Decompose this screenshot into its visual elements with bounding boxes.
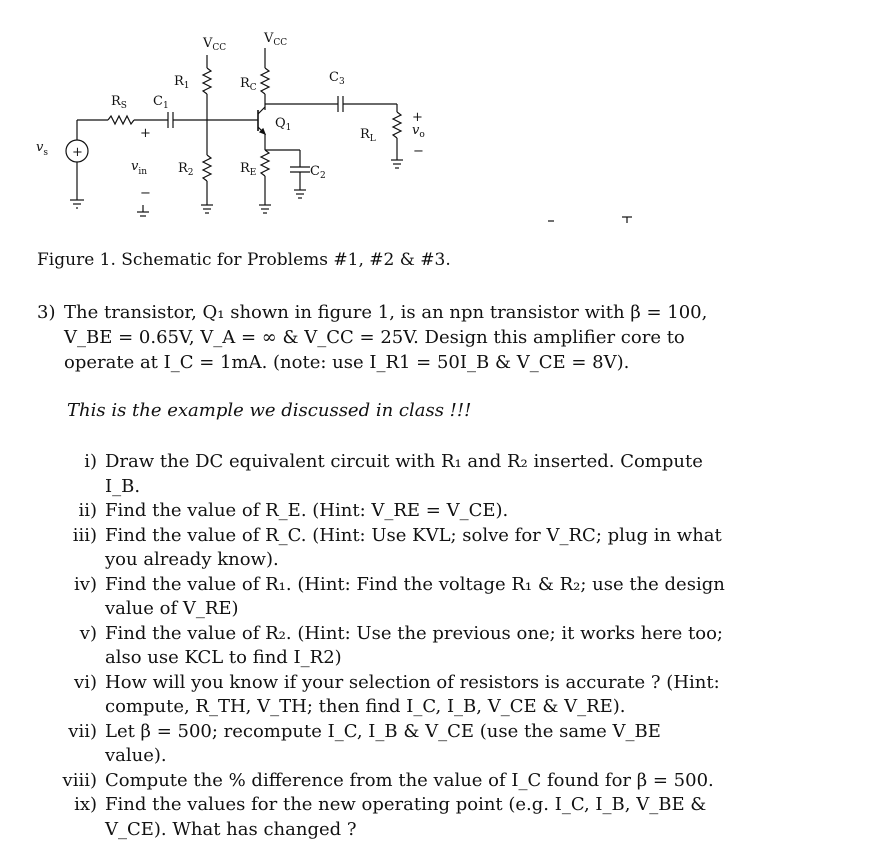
task-item	[37, 524, 727, 573]
task-text: Find the value of R₁. (Hint: Find the voltage R₁ & R₂; use the design value of V_RE)	[105, 573, 725, 619]
task-text: Find the value of R_C. (Hint: Use KVL; solve for V_RC; plug in what you already know).	[105, 524, 722, 570]
task-text: How will you know if your selection of resistors is accurate ? (Hint: compute, R_TH, V_TH; then find I_C, I_B, V_CE & V_RE).	[105, 671, 720, 717]
vin-plus-sign: +	[140, 126, 151, 141]
r1-label: R1	[174, 74, 190, 91]
q1-label: Q1	[275, 116, 292, 133]
task-item	[37, 450, 727, 499]
vcc-right-label: VCC	[264, 31, 288, 48]
task-marker: iv)	[74, 573, 97, 595]
class-note: This is the example we discussed in class !!!	[67, 400, 472, 421]
resistor-r2	[203, 155, 211, 181]
task-marker: v)	[79, 622, 97, 644]
task-marker: ix)	[74, 794, 97, 815]
vs-plus-sign: +	[72, 145, 83, 160]
resistor-r1	[203, 68, 211, 94]
task-text: Find the values for the new operating point (e.g. I_C, I_B, V_BE & V_CE). What has changed ?	[105, 794, 707, 840]
problem-statement	[37, 300, 727, 375]
rc-label: RC	[240, 76, 257, 93]
task-item	[37, 769, 727, 794]
figure-caption: Figure 1. Schematic for Problems #1, #2 & #3.	[37, 250, 451, 270]
task-text: Draw the DC equivalent circuit with R₁ and R₂ inserted. Compute I_B.	[105, 451, 703, 497]
task-item	[37, 499, 727, 524]
rl-label: RL	[360, 127, 376, 144]
task-marker: vii)	[68, 720, 97, 742]
task-marker: ii)	[78, 500, 97, 521]
vs-label: $v_s$	[36, 140, 48, 158]
vin-minus-sign: −	[140, 186, 151, 201]
rs-label: RS	[111, 94, 127, 111]
task-marker: viii)	[62, 769, 97, 791]
vo-plus-sign: +	[412, 110, 423, 125]
task-list	[37, 450, 727, 842]
c1-label: C1	[153, 94, 169, 111]
task-text: Find the value of R₂. (Hint: Use the previous one; it works here too; also use KCL to find I_R2)	[105, 622, 723, 668]
task-marker: vi)	[74, 671, 97, 693]
vcc-left-label: VCC	[203, 36, 227, 53]
vo-label: vo	[412, 123, 425, 140]
re-label: RE	[240, 161, 257, 178]
task-item	[37, 720, 727, 769]
resistor-re	[261, 150, 269, 176]
task-item	[37, 793, 727, 842]
vo-minus-sign: −	[413, 144, 424, 159]
task-marker: iii)	[72, 524, 97, 546]
task-item	[37, 573, 727, 622]
problem-text: The transistor, Q₁ shown in figure 1, is an npn transistor with β = 100, V_BE = 0.65V, V_A = ∞ & V_CC = 25V. Design this amplifier core to operate at I_C = 1mA. (note: use I_R1 = 50I_B & V_CE = 8V).	[64, 302, 708, 373]
r2-label: R2	[178, 161, 194, 178]
c3-label: C3	[329, 70, 345, 87]
task-marker: i)	[84, 451, 97, 472]
task-text: Find the value of R_E. (Hint: V_RE = V_CE).	[105, 500, 509, 521]
task-item	[37, 622, 727, 671]
task-text: Compute the % difference from the value of I_C found for β = 500.	[105, 769, 714, 791]
vin-label: $v_{in}$	[131, 159, 148, 177]
problem-number: 3)	[37, 302, 56, 323]
task-item	[37, 671, 727, 720]
task-text: Let β = 500; recompute I_C, I_B & V_CE (use the same V_BE value).	[105, 720, 661, 766]
resistor-rc	[261, 68, 269, 94]
c2-label: C2	[310, 164, 326, 181]
amplifier-schematic	[0, 0, 871, 240]
resistor-rs	[108, 116, 134, 124]
resistor-rl	[393, 112, 401, 138]
